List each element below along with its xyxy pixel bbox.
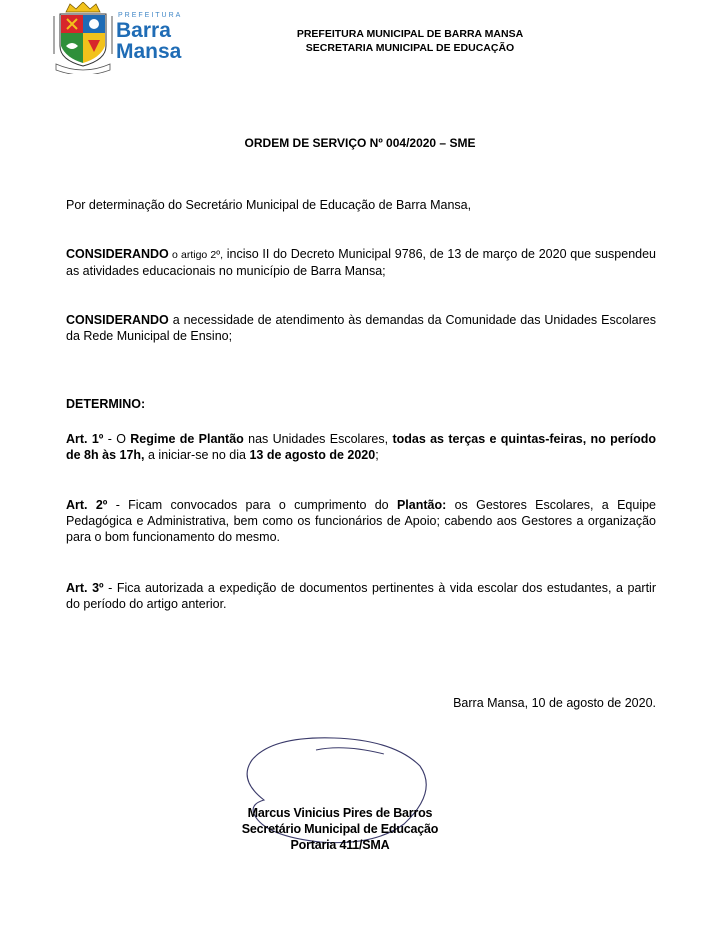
determino-heading: DETERMINO:: [66, 397, 146, 411]
considerando-1-small: o artigo 2º,: [168, 249, 224, 261]
article-3-text: - Fica autorizada a expedição de documentos pertinentes à vida escolar dos estudantes, a partir do período do artigo anterior.: [66, 581, 656, 611]
considerando-1-lead: CONSIDERANDO: [66, 247, 169, 261]
signature-role: Secretário Municipal de Educação: [241, 822, 439, 836]
article-3-paragraph: [66, 580, 656, 612]
article-2-label: Art. 2º: [66, 498, 108, 512]
logo-city-line1: Barra: [116, 19, 171, 42]
article-1-text-4: ;: [375, 448, 379, 462]
logo-city-name: [116, 20, 181, 62]
article-1-text-3: a iniciar-se no dia: [144, 448, 250, 462]
article-1-text-2: nas Unidades Escolares,: [243, 432, 393, 446]
intro-paragraph: Por determinação do Secretário Municipal de Educação de Barra Mansa,: [66, 198, 472, 212]
article-2-paragraph: [66, 497, 656, 545]
logo-small-label: PREFEITURA: [118, 12, 183, 19]
document-date: Barra Mansa, 10 de agosto de 2020.: [453, 696, 656, 710]
header-line-2: SECRETARIA MUNICIPAL DE EDUCAÇÃO: [305, 42, 515, 54]
considerando-1-text: inciso II do Decreto Municipal 9786, de 13 de março de 2020 que suspendeu as atividades educacionais no município de Barra Mansa;: [66, 247, 657, 278]
considerando-2-text: a necessidade de atendimento às demandas da Comunidade das Unidades Escolares da Rede Municipal de Ensino;: [66, 313, 656, 343]
considerando-1-paragraph: [66, 246, 656, 279]
article-1-bold-1: Regime de Plantão: [130, 432, 244, 446]
coat-of-arms-icon: [52, 2, 114, 74]
logo-city-line2: Mansa: [116, 40, 182, 63]
article-2-bold-1: Plantão:: [396, 498, 447, 512]
article-1-bold-3: 13 de agosto de 2020: [249, 448, 376, 462]
signature-name: Marcus Vinicius Pires de Barros: [247, 806, 433, 820]
signature-reference: Portaria 411/SMA: [290, 838, 390, 852]
header-line-1: PREFEITURA MUNICIPAL DE BARRA MANSA: [296, 28, 524, 40]
article-1-text-1: - O: [103, 432, 131, 446]
city-logo: [52, 2, 192, 74]
article-3-label: Art. 3º: [66, 581, 104, 595]
article-2-text-2: os Gestores Escolares, a Equipe Pedagógica e Administrativa, bem como os funcionários de Apoio; cabendo aos Gestores a organização para o bom funcionamento do mesmo.: [66, 498, 657, 544]
considerando-2-lead: CONSIDERANDO: [66, 313, 169, 327]
article-2-text-1: - Ficam convocados para o cumprimento do: [107, 498, 397, 512]
article-1-bold-2: todas as terças e quintas-feiras, no período de 8h às 17h,: [66, 432, 656, 462]
article-1-paragraph: [66, 431, 656, 463]
document-title: ORDEM DE SERVIÇO Nº 004/2020 – SME: [244, 136, 476, 150]
article-1-label: Art. 1º: [66, 432, 104, 446]
considerando-2-paragraph: [66, 312, 656, 344]
